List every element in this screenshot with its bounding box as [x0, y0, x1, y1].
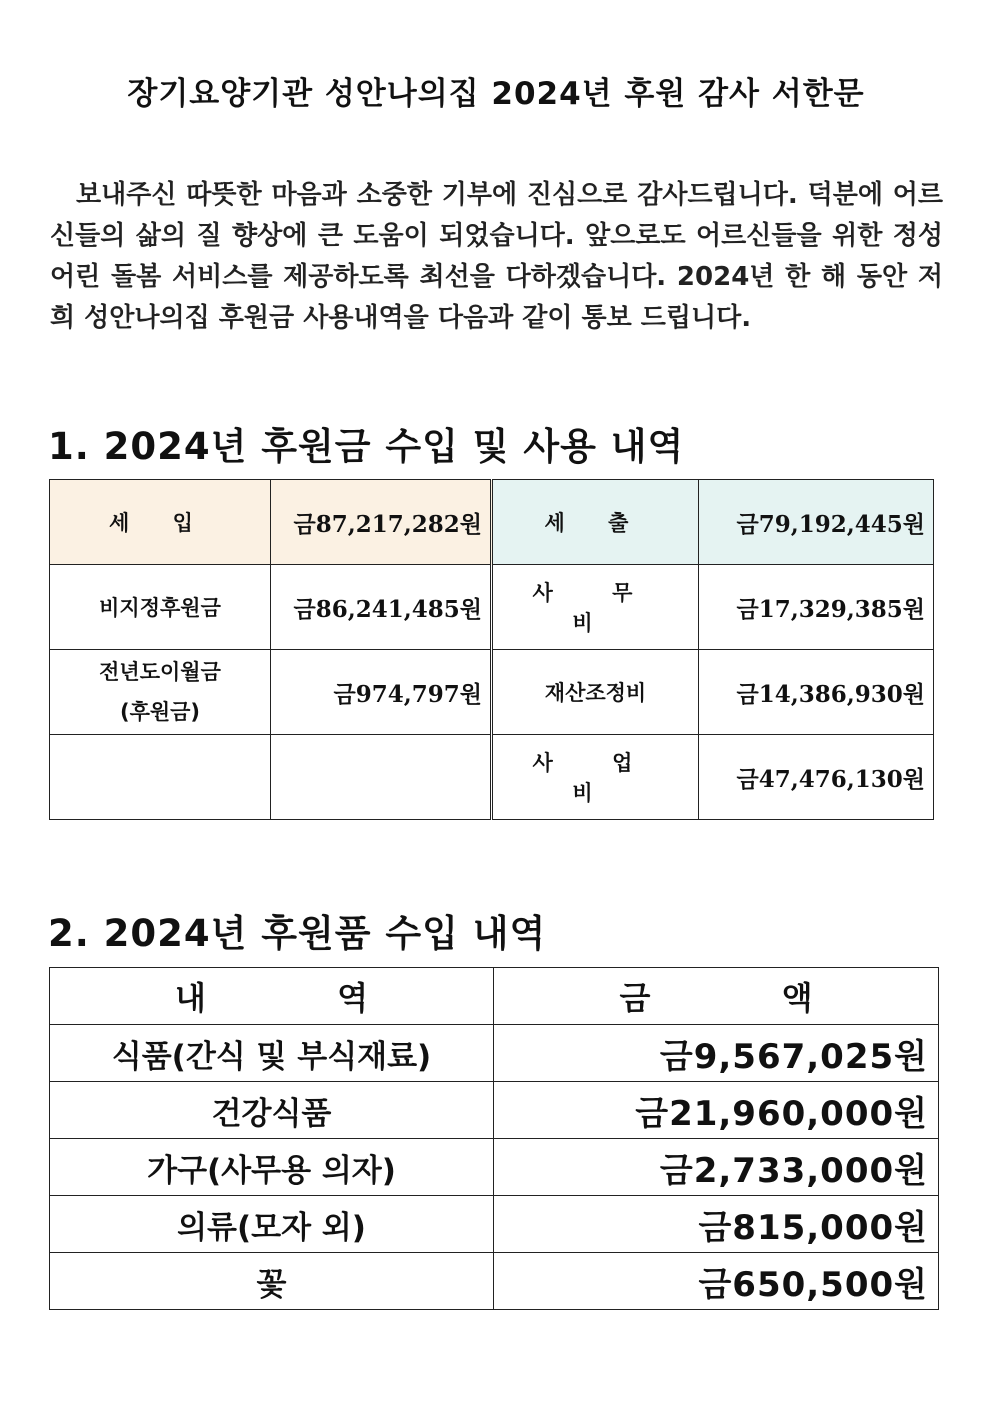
- section2-heading: 2. 2024년 후원품 수입 내역: [48, 912, 547, 955]
- table-header-row: [50, 968, 939, 1025]
- goods-item: 꽃: [50, 1253, 494, 1310]
- goods-amount: 금650,500원: [494, 1253, 939, 1310]
- expense-item-label: 사 업 비: [492, 735, 699, 820]
- goods-amount: 금21,960,000원: [494, 1082, 939, 1139]
- table-row: [50, 1139, 939, 1196]
- table-row: [50, 735, 934, 820]
- table-row: [50, 650, 934, 735]
- expense-item-value: 금17,329,385원: [699, 565, 934, 650]
- expense-item-value: 금14,386,930원: [699, 650, 934, 735]
- intro-paragraph: [50, 175, 943, 339]
- expense-label: 세 출: [492, 480, 699, 565]
- table-row: [50, 1025, 939, 1082]
- expense-item-value: 금47,476,130원: [699, 735, 934, 820]
- page-title: 장기요양기관 성안나의집 2024년 후원 감사 서한문: [127, 76, 865, 112]
- expense-total: 금79,192,445원: [699, 480, 934, 565]
- income-item-value: 금974,797원: [271, 650, 492, 735]
- table-row: [50, 565, 934, 650]
- table-row: [50, 1082, 939, 1139]
- expense-item-label: 재산조정비: [492, 650, 699, 735]
- goods-item: 가구(사무용 의자): [50, 1139, 494, 1196]
- column-header-amount-text: 금 액: [619, 979, 873, 1017]
- income-item-label: 전년도이월금 (후원금): [50, 650, 271, 735]
- intro-text: 보내주신 따뜻한 마음과 소중한 기부에 진심으로 감사드립니다. 덕분에 어르신들의 삶의 질 향상에 큰 도움이 되었습니다. 앞으로도 어르신들을 위한 정성 어린 돌봄 서비스를 제공하도록 최선을 다하겠습니다. 2024년 한 해 동안 저희 성안나의집 후원금 사용내역을 다음과 같이 통보 드립니다.: [50, 180, 943, 333]
- table-row: [50, 1253, 939, 1310]
- column-header-item-text: 내 역: [175, 979, 428, 1017]
- goods-item: 건강식품: [50, 1082, 494, 1139]
- goods-amount: 금2,733,000원: [494, 1139, 939, 1196]
- income-item-label: [50, 735, 271, 820]
- goods-item: 식품(간식 및 부식재료): [50, 1025, 494, 1082]
- goods-amount: 금9,567,025원: [494, 1025, 939, 1082]
- column-header-amount: [494, 968, 939, 1025]
- income-label: 세 입: [50, 480, 271, 565]
- goods-item: 의류(모자 외): [50, 1196, 494, 1253]
- income-item-label: 비지정후원금: [50, 565, 271, 650]
- donation-income-expense-table: [49, 479, 934, 820]
- table-header-row: [50, 480, 934, 565]
- income-total: 금87,217,282원: [271, 480, 492, 565]
- income-item-value: [271, 735, 492, 820]
- column-header-item: [50, 968, 494, 1025]
- expense-item-label: 사 무 비: [492, 565, 699, 650]
- section1-heading: 1. 2024년 후원금 수입 및 사용 내역: [48, 425, 685, 468]
- donated-goods-table: [49, 967, 939, 1310]
- goods-amount: 금815,000원: [494, 1196, 939, 1253]
- income-item-value: 금86,241,485원: [271, 565, 492, 650]
- table-row: [50, 1196, 939, 1253]
